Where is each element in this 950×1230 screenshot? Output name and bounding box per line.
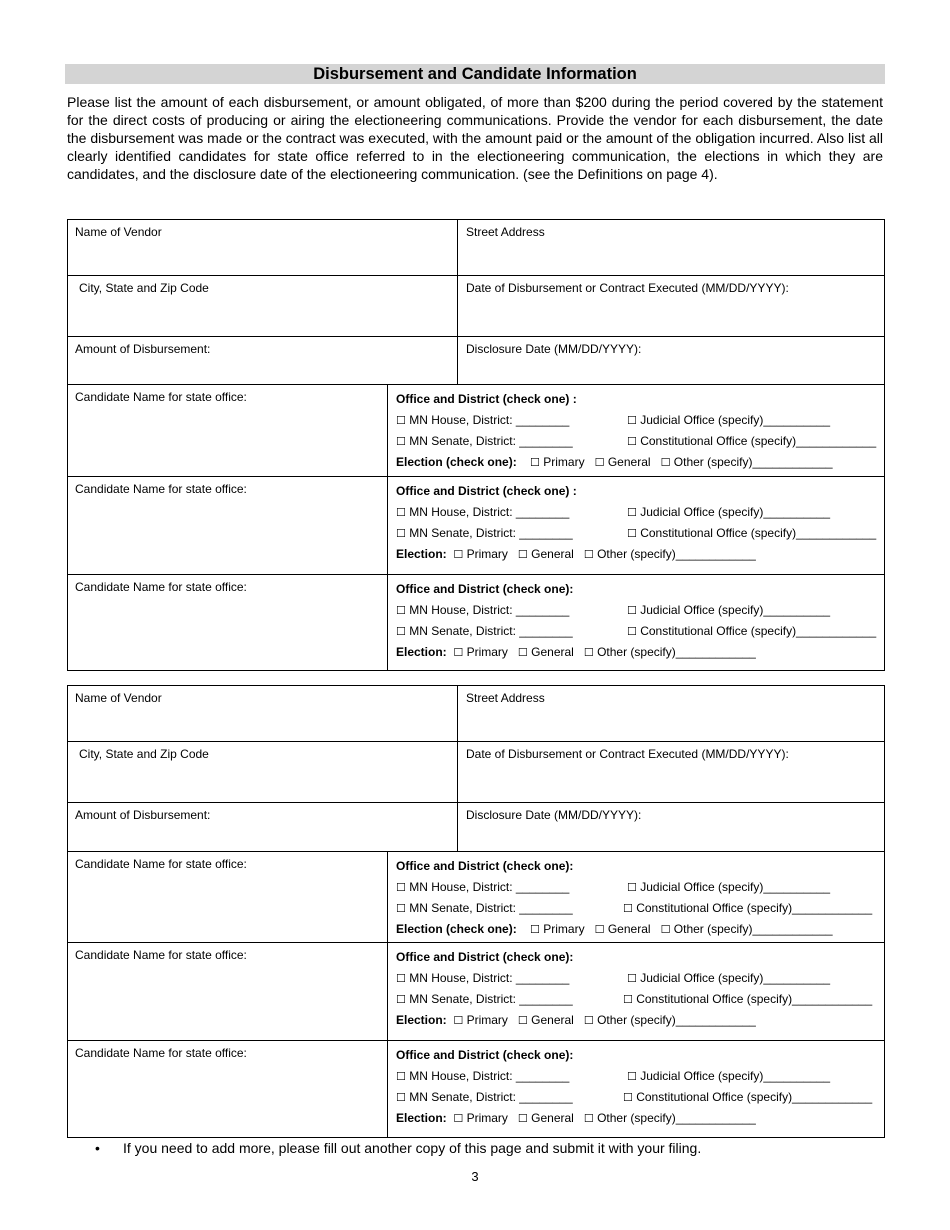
checkbox-icon: ☐ [396,1070,406,1083]
office-district-section [388,1041,884,1137]
vendor-name-label: Name of Vendor [75,225,162,239]
primary-checkbox[interactable]: ☐ Primary [530,455,585,469]
checkbox-icon: ☐ [583,1014,594,1027]
judicial-office-checkbox[interactable]: ☐ Judicial Office (specify)__________ [627,971,831,985]
candidate-name-field[interactable] [68,943,388,1040]
candidate-row [68,384,884,476]
city-date-row [68,741,884,802]
checkbox-icon: ☐ [517,1112,528,1125]
checkbox-icon: ☐ [396,527,406,540]
street-address-label: Street Address [466,225,545,239]
office-district-label: Office and District (check one): [396,950,574,964]
other-checkbox[interactable]: ☐ Other (specify)____________ [660,922,833,936]
vendor-name-field[interactable] [68,686,458,741]
election-label: Election: [396,645,447,659]
office-district-section [388,575,884,670]
mn-senate-checkbox[interactable]: ☐ MN Senate, District: ________ [396,992,573,1006]
mn-house-checkbox[interactable]: ☐ MN House, District: ________ [396,413,570,427]
general-checkbox[interactable]: ☐ General [517,547,574,561]
office-district-label: Office and District (check one): [396,582,574,596]
checkbox-icon: ☐ [627,881,637,894]
candidate-name-label: Candidate Name for state office: [75,580,247,594]
checkbox-icon: ☐ [594,456,605,469]
checkbox-icon: ☐ [623,902,633,915]
primary-checkbox[interactable]: ☐ Primary [453,645,508,659]
checkbox-icon: ☐ [623,993,633,1006]
checkbox-icon: ☐ [453,1112,464,1125]
other-checkbox[interactable]: ☐ Other (specify)____________ [583,1111,756,1125]
checkbox-icon: ☐ [627,1070,637,1083]
office-district-label: Office and District (check one): [396,859,574,873]
mn-senate-checkbox[interactable]: ☐ MN Senate, District: ________ [396,434,573,448]
mn-senate-checkbox[interactable]: ☐ MN Senate, District: ________ [396,1090,573,1104]
primary-checkbox[interactable]: ☐ Primary [453,547,508,561]
footer-note [95,1139,701,1157]
candidate-name-label: Candidate Name for state office: [75,482,247,496]
office-district-label: Office and District (check one): [396,1048,574,1062]
checkbox-icon: ☐ [627,506,637,519]
amount-row [68,802,884,851]
office-district-section [388,385,884,476]
candidate-name-field[interactable] [68,575,388,670]
judicial-office-checkbox[interactable]: ☐ Judicial Office (specify)__________ [627,880,831,894]
judicial-office-checkbox[interactable]: ☐ Judicial Office (specify)__________ [627,505,831,519]
disbursement-date-field[interactable] [458,742,884,802]
checkbox-icon: ☐ [594,923,605,936]
amount-field[interactable] [68,337,458,384]
city-state-zip-field[interactable] [68,742,458,802]
checkbox-icon: ☐ [396,604,406,617]
other-checkbox[interactable]: ☐ Other (specify)____________ [660,455,833,469]
mn-house-checkbox[interactable]: ☐ MN House, District: ________ [396,603,570,617]
disclosure-date-label: Disclosure Date (MM/DD/YYYY): [466,342,642,356]
election-label: Election (check one): [396,455,517,469]
constitutional-office-checkbox[interactable]: ☐ Constitutional Office (specify)____________ [627,526,877,540]
candidate-name-field[interactable] [68,852,388,942]
checkbox-icon: ☐ [453,548,464,561]
instructions-paragraph: Please list the amount of each disbursement, or amount obligated, of more than $200 during the period covered by the statement for the direct costs of producing or airing the electioneering communications. Provide the vendor for each disbursement, the date the disbursement was made or the contract was executed, with the amount paid or the amount of the obligation incurred. Also list all clearly identified candidates for state office referred to in the electioneering communication, the elections in which they are candidates, and the disclosure date of the electioneering communication. (see the Definitions on page 4). [67,94,883,182]
judicial-office-checkbox[interactable]: ☐ Judicial Office (specify)__________ [627,1069,831,1083]
candidate-row [68,942,884,1040]
checkbox-icon: ☐ [396,972,406,985]
checkbox-icon: ☐ [396,881,406,894]
election-label: Election: [396,1013,447,1027]
general-checkbox[interactable]: ☐ General [594,922,651,936]
disbursement-block-2 [67,685,885,1138]
checkbox-icon: ☐ [627,604,637,617]
disclosure-date-field[interactable] [458,337,884,384]
constitutional-office-checkbox[interactable]: ☐ Constitutional Office (specify)____________ [627,624,877,638]
checkbox-icon: ☐ [583,1112,594,1125]
constitutional-office-checkbox[interactable]: ☐ Constitutional Office (specify)____________ [623,992,873,1006]
constitutional-office-checkbox[interactable]: ☐ Constitutional Office (specify)____________ [623,901,873,915]
checkbox-icon: ☐ [627,414,637,427]
checkbox-icon: ☐ [453,646,464,659]
other-checkbox[interactable]: ☐ Other (specify)____________ [583,645,756,659]
checkbox-icon: ☐ [623,1091,633,1104]
checkbox-icon: ☐ [453,1014,464,1027]
checkbox-icon: ☐ [583,646,594,659]
office-district-section [388,477,884,574]
checkbox-icon: ☐ [396,625,406,638]
checkbox-icon: ☐ [396,506,406,519]
checkbox-icon: ☐ [627,435,637,448]
general-checkbox[interactable]: ☐ General [517,1111,574,1125]
candidate-name-label: Candidate Name for state office: [75,1046,247,1060]
checkbox-icon: ☐ [627,527,637,540]
page-number: 3 [471,1169,479,1184]
amount-field[interactable] [68,803,458,851]
office-district-section [388,943,884,1040]
primary-checkbox[interactable]: ☐ Primary [453,1013,508,1027]
street-address-field[interactable] [458,686,884,741]
checkbox-icon: ☐ [517,1014,528,1027]
section-title: Disbursement and Candidate Information [65,64,885,84]
other-checkbox[interactable]: ☐ Other (specify)____________ [583,547,756,561]
candidate-name-label: Candidate Name for state office: [75,390,247,404]
city-state-zip-field[interactable] [68,276,458,336]
office-district-label: Office and District (check one) : [396,392,577,406]
disclosure-date-field[interactable] [458,803,884,851]
mn-senate-checkbox[interactable]: ☐ MN Senate, District: ________ [396,526,573,540]
candidate-row [68,1040,884,1137]
candidate-row [68,574,884,670]
checkbox-icon: ☐ [396,1091,406,1104]
candidate-name-field[interactable] [68,1041,388,1137]
city-state-zip-label: City, State and Zip Code [79,747,209,761]
election-label: Election: [396,1111,447,1125]
checkbox-icon: ☐ [660,456,671,469]
disbursement-block-1 [67,219,885,671]
checkbox-icon: ☐ [627,972,637,985]
mn-senate-checkbox[interactable]: ☐ MN Senate, District: ________ [396,624,573,638]
footer-note-text: If you need to add more, please fill out another copy of this page and submit it with your filing. [123,1140,702,1156]
election-label: Election: [396,547,447,561]
checkbox-icon: ☐ [396,414,406,427]
bullet-icon: • [95,1140,100,1156]
disbursement-date-label: Date of Disbursement or Contract Executed (MM/DD/YYYY): [466,747,789,761]
judicial-office-checkbox[interactable]: ☐ Judicial Office (specify)__________ [627,603,831,617]
other-checkbox[interactable]: ☐ Other (specify)____________ [583,1013,756,1027]
checkbox-icon: ☐ [627,625,637,638]
primary-checkbox[interactable]: ☐ Primary [453,1111,508,1125]
checkbox-icon: ☐ [530,923,540,936]
amount-label: Amount of Disbursement: [75,808,211,822]
street-address-label: Street Address [466,691,545,705]
mn-house-checkbox[interactable]: ☐ MN House, District: ________ [396,505,570,519]
constitutional-office-checkbox[interactable]: ☐ Constitutional Office (specify)____________ [627,434,877,448]
city-date-row [68,275,884,336]
checkbox-icon: ☐ [396,993,406,1006]
street-address-field[interactable] [458,220,884,275]
mn-house-checkbox[interactable]: ☐ MN House, District: ________ [396,971,570,985]
general-checkbox[interactable]: ☐ General [517,1013,574,1027]
checkbox-icon: ☐ [517,548,528,561]
general-checkbox[interactable]: ☐ General [594,455,651,469]
amount-row [68,336,884,384]
primary-checkbox[interactable]: ☐ Primary [530,922,585,936]
candidate-name-label: Candidate Name for state office: [75,948,247,962]
vendor-name-field[interactable] [68,220,458,275]
checkbox-icon: ☐ [396,435,406,448]
vendor-row [68,686,884,741]
mn-house-checkbox[interactable]: ☐ MN House, District: ________ [396,880,570,894]
checkbox-icon: ☐ [530,456,540,469]
constitutional-office-checkbox[interactable]: ☐ Constitutional Office (specify)____________ [623,1090,873,1104]
mn-senate-checkbox[interactable]: ☐ MN Senate, District: ________ [396,901,573,915]
checkbox-icon: ☐ [583,548,594,561]
mn-house-checkbox[interactable]: ☐ MN House, District: ________ [396,1069,570,1083]
checkbox-icon: ☐ [517,646,528,659]
candidate-name-field[interactable] [68,385,388,476]
candidate-name-field[interactable] [68,477,388,574]
office-district-label: Office and District (check one) : [396,484,577,498]
disclosure-date-label: Disclosure Date (MM/DD/YYYY): [466,808,642,822]
office-district-section [388,852,884,942]
vendor-row [68,220,884,275]
candidate-row [68,476,884,574]
checkbox-icon: ☐ [660,923,671,936]
checkbox-icon: ☐ [396,902,406,915]
vendor-name-label: Name of Vendor [75,691,162,705]
candidate-row [68,851,884,942]
disbursement-date-label: Date of Disbursement or Contract Executed (MM/DD/YYYY): [466,281,789,295]
amount-label: Amount of Disbursement: [75,342,211,356]
disbursement-date-field[interactable] [458,276,884,336]
election-label: Election (check one): [396,922,517,936]
city-state-zip-label: City, State and Zip Code [79,281,209,295]
general-checkbox[interactable]: ☐ General [517,645,574,659]
judicial-office-checkbox[interactable]: ☐ Judicial Office (specify)__________ [627,413,831,427]
candidate-name-label: Candidate Name for state office: [75,857,247,871]
